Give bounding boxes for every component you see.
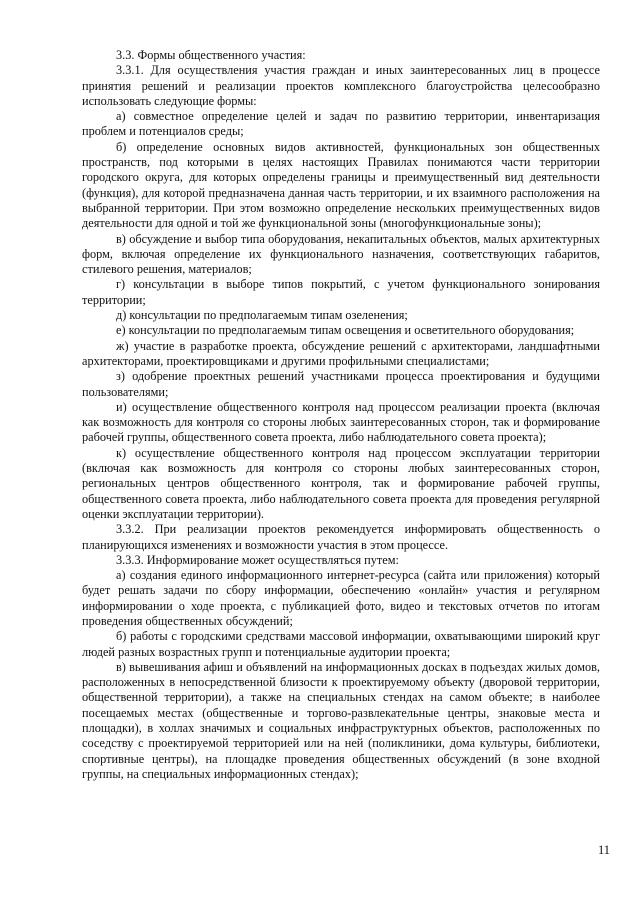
list-item: а) создания единого информационного интернет-ресурса (сайта или приложения) который будет решать задачи по сбору информации, обеспечению «онлайн» участия и регулярном информировании о ходе проекта, с публикацией фото, видео и текстовых отчетов по итогам проведения общественных обсуждений; (82, 568, 600, 628)
list-item: г) консультации в выборе типов покрытий, с учетом функционального зонирования территории; (82, 277, 600, 307)
list-item: и) осуществление общественного контроля над процессом реализации проекта (включая как возможность для контроля со стороны любых заинтересованных сторон, так и формирование рабочей группы, общественного совета проекта, либо наблюдательного совета проекта); (82, 399, 600, 445)
list-item: к) осуществление общественного контроля над процессом эксплуатации территории (включая как возможность для контроля со стороны любых заинтересованных сторон, региональных центров общественного контроля, так и формирование рабочей группы, общественного совета проекта, либо наблюдательного совета проекта для проведения регулярной оценки эксплуатации территории). (82, 445, 600, 521)
paragraph: 3.3.2. При реализации проектов рекомендуется информировать общественность о планирующихся изменениях и возможности участия в этом процессе. (82, 522, 600, 552)
list-item: а) совместное определение целей и задач по развитию территории, инвентаризация проблем и потенциалов среды; (82, 109, 600, 139)
list-item: в) вывешивания афиш и объявлений на информационных досках в подъездах жилых домов, расположенных в непосредственной близости к проектируемому объекту (дворовой территории, общественной территории), а также на специальных стендах на самом объекте; в наиболее посещаемых местах (общественные и торгово-развлекательные центры, знаковые места и площадки), в холлах значимых и социальных инфраструктурных объектов, расположенных по соседству с проектируемой территорией или на ней (поликлиники, дома культуры, библиотеки, спортивные центры), на площадке проведения общественных обсуждений (в зоне входной группы, на специальных информационных стендах); (82, 659, 600, 781)
list-item: з) одобрение проектных решений участниками процесса проектирования и будущими пользователями; (82, 369, 600, 399)
paragraph: 3.3.3. Информирование может осуществляться путем: (116, 552, 399, 567)
section-heading: 3.3. Формы общественного участия: (116, 48, 306, 62)
document-body (82, 48, 600, 782)
list-item: в) обсуждение и выбор типа оборудования, некапитальных объектов, малых архитектурных форм, включая определение их функционального назначения, соответствующих габаритов, стилевого решения, материалов; (82, 231, 600, 277)
paragraph: 3.3.1. Для осуществления участия граждан и иных заинтересованных лиц в процессе принятия решений и реализации проектов комплексного благоустройства целесообразно использовать следующие формы: (82, 63, 600, 108)
list-item: д) консультации по предполагаемым типам озеленения; (116, 308, 408, 323)
list-item: е) консультации по предполагаемым типам освещения и осветительного оборудования; (116, 323, 575, 338)
page-number: 11 (597, 843, 610, 857)
list-item: ж) участие в разработке проекта, обсуждение решений с архитекторами, ландшафтными архитекторами, проектировщиками и другими профильными специалистами; (82, 338, 600, 368)
list-item: б) работы с городскими средствами массовой информации, охватывающими широкий круг людей разных возрастных групп и потенциальные аудитории проекта; (82, 629, 600, 659)
list-item: б) определение основных видов активностей, функциональных зон общественных пространств, под которыми в целях настоящих Правилах понимаются части территории городского округа, для которых определены границы и преимущественный вид деятельности (функция), для которой предназначена данная часть территории, и их взаимного расположения на выбранной территории. При этом возможно определение нескольких преимущественных видов деятельности для одной и той же функциональной зоны (многофункциональные зоны); (82, 139, 600, 231)
